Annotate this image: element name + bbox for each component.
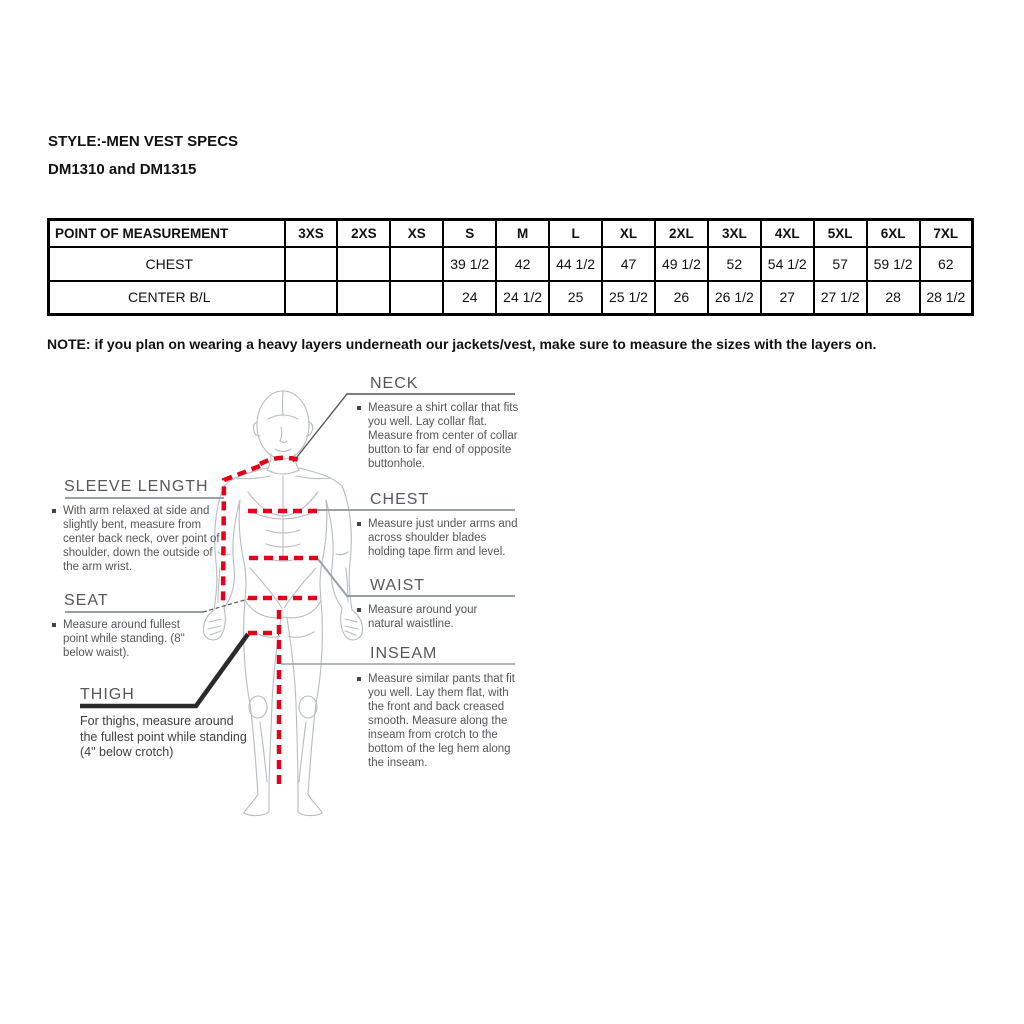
col-point-of-measurement: POINT OF MEASUREMENT: [49, 220, 285, 247]
cell: 49 1/2: [655, 247, 708, 281]
sleeve-length-description-text: With arm relaxed at side and slightly bent, measure from center back neck, over point of shoulder, down the outside of the arm wrist.: [63, 505, 220, 574]
inseam-label: INSEAM: [370, 645, 438, 662]
cell: 27: [761, 281, 814, 315]
inseam-description-text: Measure similar pants that fit you well. Lay them flat, with the front and back creased smooth. Measure along the inseam from crotch to the bottom of the leg hem along the inseam.: [368, 673, 516, 770]
waist-description-text: Measure around your natural waistline.: [368, 604, 478, 631]
col-xl: XL: [602, 220, 655, 247]
table-header-row: [49, 220, 973, 247]
cell: 25: [549, 281, 602, 315]
cell: [390, 281, 443, 315]
cell: 59 1/2: [867, 247, 920, 281]
cell: 39 1/2: [443, 247, 496, 281]
col-2xl: 2XL: [655, 220, 708, 247]
cell: 24 1/2: [496, 281, 549, 315]
note-text: NOTE: if you plan on wearing a heavy layers underneath our jackets/vest, make sure to measure the sizes with the layers on.: [47, 336, 877, 352]
col-3xl: 3XL: [708, 220, 761, 247]
title-block: [48, 128, 238, 184]
bullet-square-icon: [52, 509, 56, 513]
bullet-square-icon: [357, 608, 361, 612]
cell: 26 1/2: [708, 281, 761, 315]
cell: 52: [708, 247, 761, 281]
chest-label: CHEST: [370, 491, 430, 508]
row-label-center-bl: CENTER B/L: [49, 281, 285, 315]
seat-description-text: Measure around fullest point while standing. (8" below waist).: [63, 619, 185, 660]
waist-label: WAIST: [370, 577, 426, 594]
size-spec-table: [47, 218, 974, 316]
cell: 44 1/2: [549, 247, 602, 281]
neck-description-text: Measure a shirt collar that fits you well. Lay collar flat. Measure from center of collar button to far end of opposite buttonhole.: [368, 402, 519, 471]
seat-description: [52, 618, 202, 660]
cell: [285, 281, 338, 315]
inseam-description: [357, 672, 525, 770]
measurement-diagram: [48, 372, 530, 832]
cell: 57: [814, 247, 867, 281]
table-row-chest: [49, 247, 973, 281]
cell: 28 1/2: [920, 281, 973, 315]
table-row-center-bl: [49, 281, 973, 315]
thigh-description-text: For thighs, measure around the fullest point while standing (4" below crotch): [80, 714, 247, 760]
sleeve-length-label: SLEEVE LENGTH: [64, 478, 209, 495]
thigh-label: THIGH: [80, 686, 135, 703]
thigh-description: [80, 714, 248, 761]
cell: 42: [496, 247, 549, 281]
chest-description: [357, 517, 525, 559]
chest-description-text: Measure just under arms and across shoulder blades holding tape firm and level.: [368, 518, 518, 559]
model-title: DM1310 and DM1315: [48, 161, 197, 178]
col-7xl: 7XL: [920, 220, 973, 247]
row-label-chest: CHEST: [49, 247, 285, 281]
cell: [390, 247, 443, 281]
cell: 28: [867, 281, 920, 315]
col-2xs: 2XS: [337, 220, 390, 247]
neck-label: NECK: [370, 375, 419, 392]
cell: 47: [602, 247, 655, 281]
col-6xl: 6XL: [867, 220, 920, 247]
col-s: S: [443, 220, 496, 247]
cell: 27 1/2: [814, 281, 867, 315]
col-m: M: [496, 220, 549, 247]
seat-label: SEAT: [64, 592, 109, 609]
neck-description: [357, 401, 525, 471]
cell: 54 1/2: [761, 247, 814, 281]
bullet-square-icon: [357, 522, 361, 526]
bullet-square-icon: [357, 677, 361, 681]
cell: [337, 247, 390, 281]
bullet-square-icon: [357, 406, 361, 410]
cell: 25 1/2: [602, 281, 655, 315]
cell: [337, 281, 390, 315]
bullet-square-icon: [52, 623, 56, 627]
cell: 26: [655, 281, 708, 315]
col-5xl: 5XL: [814, 220, 867, 247]
col-4xl: 4XL: [761, 220, 814, 247]
style-title: STYLE:-MEN VEST SPECS: [48, 133, 239, 150]
cell: 24: [443, 281, 496, 315]
waist-description: [357, 603, 507, 631]
seat-connector-line: [203, 599, 248, 612]
col-l: L: [549, 220, 602, 247]
col-3xs: 3XS: [285, 220, 338, 247]
cell: [285, 247, 338, 281]
sleeve-length-description: [52, 504, 230, 574]
col-xs: XS: [390, 220, 443, 247]
cell: 62: [920, 247, 973, 281]
